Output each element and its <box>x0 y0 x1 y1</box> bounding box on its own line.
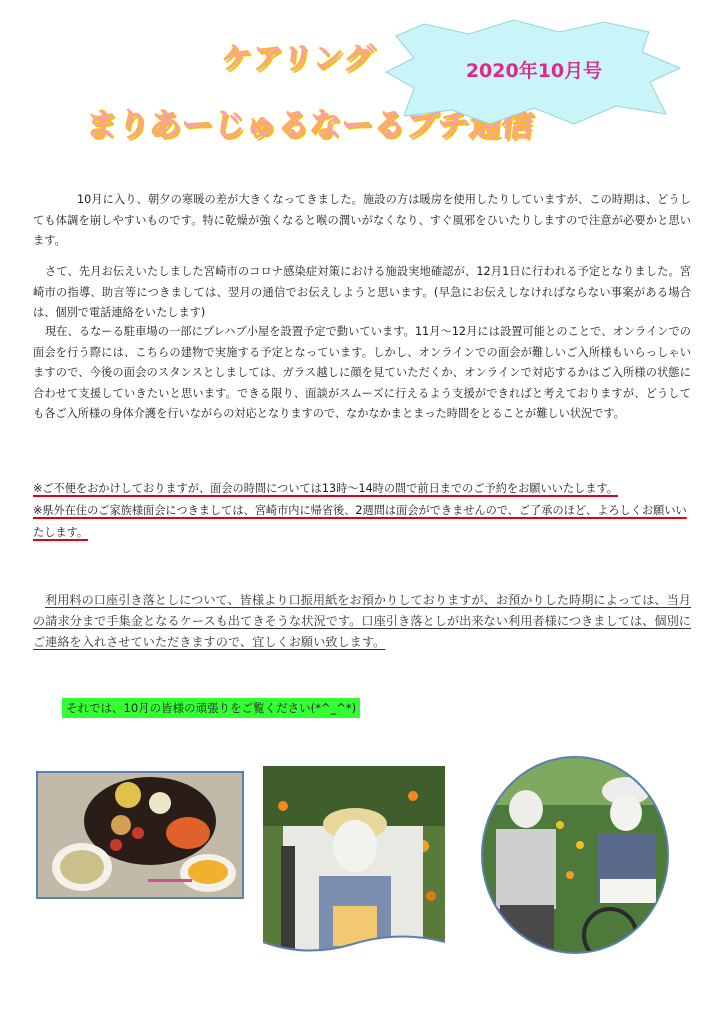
paragraph-inspection: さて、先月お伝えいたしました宮崎市のコロナ感染症対策における施設実地確認が、12月1日に行われる予定となりました。宮崎市の指導、助言等につきましては、翌月の通信でお伝えしようと思います。(早急にお伝えしなければならない事案がある場合は、個別で電話連絡をいたします) <box>33 265 691 319</box>
issue-label: 2020年10月号 <box>465 60 603 82</box>
title-caring: ケアリング <box>219 42 377 77</box>
visit-notices <box>33 478 691 544</box>
closing-highlight: それでは、10月の皆様の頑張りをご覧ください(*^_^*) <box>62 698 360 718</box>
meal-photo <box>36 771 244 899</box>
paragraph-fee-notice: 利用料の口座引き落としについて、皆様より口振用紙をお預かりしておりますが、お預かりした時期によっては、当月の請求分まで手集金となるケースも出てきそうな状況です。口座引き落としが出来ない利用者様につきましては、個別にご連絡を入れさせていただきますので、宜しくお願い致します。 <box>33 593 691 649</box>
notice-visit-hours <box>33 478 691 500</box>
residents-garden-photo <box>480 755 670 955</box>
notice-out-of-prefecture-text: ※県外在住のご家族様面会につきましては、宮崎市内に帰省後、2週間は面会ができませんので、ご了承のほど、よろしくお願いいたします。 <box>33 504 687 539</box>
flower-garden-photo <box>263 766 445 954</box>
notice-out-of-prefecture <box>33 500 691 544</box>
notice-visit-hours-text: ※ご不便をおかけしておりますが、面会の時間については13時～14時の間で前日までのご予約をお願いいたします。 <box>33 482 618 495</box>
issue-badge <box>384 18 684 128</box>
paragraph-visits: 現在、るなーる駐車場の一部にプレハブ小屋を設置予定で動いています。11月～12月には設置可能とのことで、オンラインでの面会を行う際には、こちらの建物で実施する予定となっています。しかし、オンラインでの面会が難しいご入所様もいらっしゃいますので、今後の面会のスタンスとしましては、ガラス越しに顔を見ていただくか、オンラインで対応するかはご入所様の状態に合わせて支援していきたいと思います。できる限り、面談がスムーズに行えるよう支援ができればと考えておりますが、どうしても各ご入所様の身体介護を行いながらの対応となりますので、なかなかまとまった時間をとることが難しい状況です。 <box>33 325 691 420</box>
newsletter-title: まりあーじゅるなーるプチ通信 <box>83 106 536 144</box>
paragraph-season: 10月に入り、朝夕の寒暖の差が大きくなってきました。施設の方は暖房を使用したりしていますが、この時期は、どうしても体調を崩しやすいものです。特に乾燥が強くなると喉の潤いがなくなり、すぐ風邪をひいたりしますので注意が必要かと思います。 <box>33 193 691 247</box>
